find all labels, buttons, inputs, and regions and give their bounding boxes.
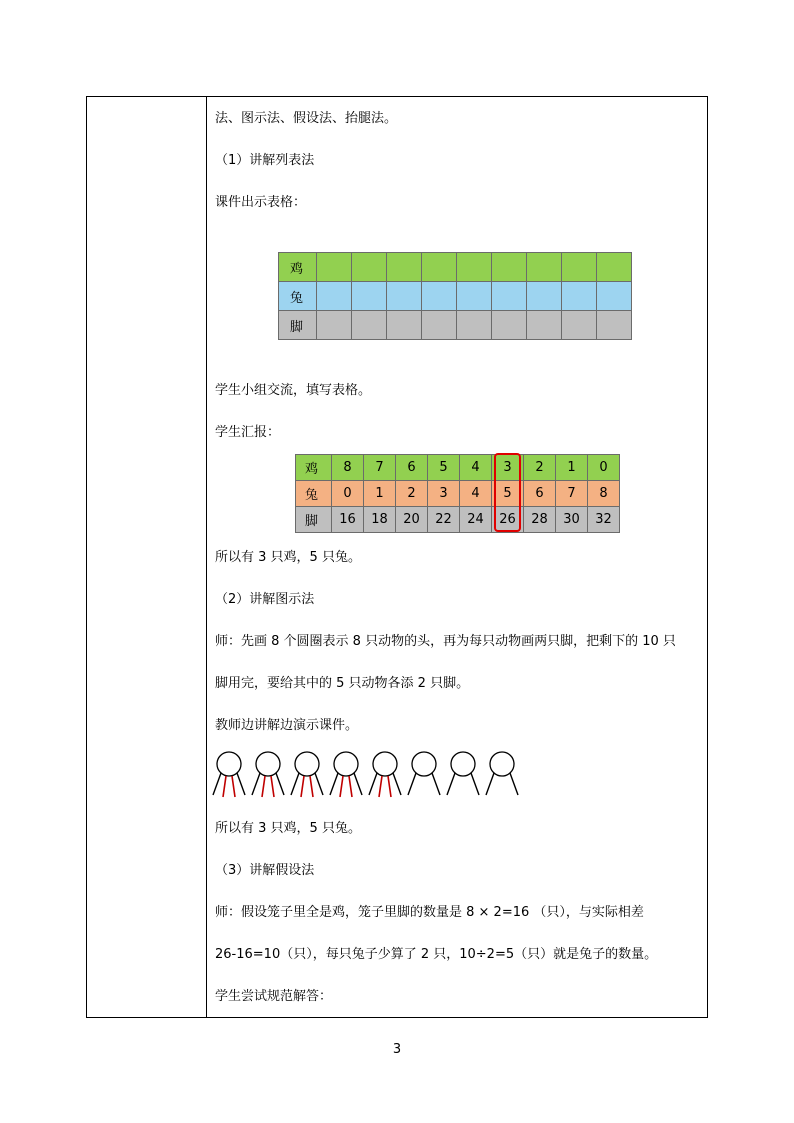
extra-leg	[310, 776, 313, 797]
text-line: 26-16=10（只），每只兔子少算了 2 只，10÷2=5（只）就是兔子的数量。	[215, 947, 658, 962]
leg	[276, 773, 284, 795]
animal-legs-figure	[211, 748, 521, 800]
table-cell: 28	[524, 507, 556, 533]
row-label: 兔	[296, 481, 332, 507]
table-cell: 30	[556, 507, 588, 533]
extra-leg	[262, 776, 265, 797]
table-cell: 4	[460, 455, 492, 481]
table-row-feet	[296, 507, 620, 533]
empty-table	[278, 252, 632, 340]
table-row-rabbit	[296, 481, 620, 507]
table-frame	[86, 96, 708, 1018]
table-cell: 0	[332, 481, 364, 507]
animal-head	[490, 752, 514, 776]
table-cell: 0	[588, 455, 620, 481]
table-cell: 5	[492, 481, 524, 507]
text-line: 课件出示表格：	[215, 195, 307, 210]
leg	[471, 773, 479, 795]
text-line: 学生汇报：	[215, 425, 281, 440]
conclusion-line: 所以有 3 只鸡，5 只兔。	[215, 550, 361, 565]
table-cell: 1	[364, 481, 396, 507]
text-line: 师：先画 8 个圆圈表示 8 只动物的头，再为每只动物画两只脚，把剩下的 10 只	[215, 634, 676, 649]
leg	[393, 773, 401, 795]
leg	[252, 773, 260, 795]
table-row-chicken	[279, 253, 632, 282]
extra-leg	[271, 776, 274, 797]
table-cell: 32	[588, 507, 620, 533]
table-cell: 3	[428, 481, 460, 507]
table-cell: 8	[588, 481, 620, 507]
table-row-rabbit	[279, 282, 632, 311]
table-cell: 26	[492, 507, 524, 533]
animal-head	[334, 752, 358, 776]
table-cell: 1	[556, 455, 588, 481]
leg	[432, 773, 440, 795]
animal-head	[295, 752, 319, 776]
highlight-box	[494, 453, 521, 532]
row-label: 鸡	[279, 253, 317, 282]
section-heading: （1）讲解列表法	[215, 153, 315, 168]
table-cell: 6	[396, 455, 428, 481]
leg	[315, 773, 323, 795]
leg	[447, 773, 455, 795]
extra-leg	[379, 776, 382, 797]
extra-leg	[388, 776, 391, 797]
extra-leg	[223, 776, 226, 797]
page-number: 3	[392, 1042, 402, 1057]
text-line: 脚用完，要给其中的 5 只动物各添 2 只脚。	[215, 676, 470, 691]
leg	[486, 773, 494, 795]
table-cell: 20	[396, 507, 428, 533]
text-line: 教师边讲解边演示课件。	[215, 718, 359, 733]
table-cell: 7	[556, 481, 588, 507]
text-line: 学生尝试规范解答：	[215, 989, 333, 1004]
section-heading: （2）讲解图示法	[215, 592, 315, 607]
table-cell: 2	[524, 455, 556, 481]
row-label: 兔	[279, 282, 317, 311]
leg	[369, 773, 377, 795]
table-cell: 16	[332, 507, 364, 533]
table-cell: 4	[460, 481, 492, 507]
filled-table	[295, 454, 620, 533]
text-line: 学生小组交流，填写表格。	[215, 383, 372, 398]
table-cell: 5	[428, 455, 460, 481]
row-label: 鸡	[296, 455, 332, 481]
conclusion-line: 所以有 3 只鸡，5 只兔。	[215, 821, 361, 836]
table-row-chicken	[296, 455, 620, 481]
table-cell: 18	[364, 507, 396, 533]
animal-head	[412, 752, 436, 776]
row-label: 脚	[279, 311, 317, 340]
animal-head	[256, 752, 280, 776]
table-cell: 6	[524, 481, 556, 507]
table-row-feet	[279, 311, 632, 340]
table-cell: 7	[364, 455, 396, 481]
extra-leg	[301, 776, 304, 797]
row-label: 脚	[296, 507, 332, 533]
extra-leg	[232, 776, 235, 797]
table-cell: 8	[332, 455, 364, 481]
animal-head	[217, 752, 241, 776]
leg	[291, 773, 299, 795]
table-cell: 2	[396, 481, 428, 507]
leg	[510, 773, 518, 795]
leg	[213, 773, 221, 795]
table-cell: 3	[492, 455, 524, 481]
text-line: 法、图示法、假设法、抬腿法。	[215, 111, 398, 126]
table-cell: 22	[428, 507, 460, 533]
leg	[330, 773, 338, 795]
section-heading: （3）讲解假设法	[215, 863, 315, 878]
animal-head	[451, 752, 475, 776]
column-divider	[206, 96, 207, 1018]
table-cell: 24	[460, 507, 492, 533]
extra-leg	[349, 776, 352, 797]
animal-head	[373, 752, 397, 776]
leg	[237, 773, 245, 795]
extra-leg	[340, 776, 343, 797]
leg	[354, 773, 362, 795]
text-line: 师：假设笼子里全是鸡，笼子里脚的数量是 8 × 2=16 （只），与实际相差	[215, 905, 644, 920]
leg	[408, 773, 416, 795]
